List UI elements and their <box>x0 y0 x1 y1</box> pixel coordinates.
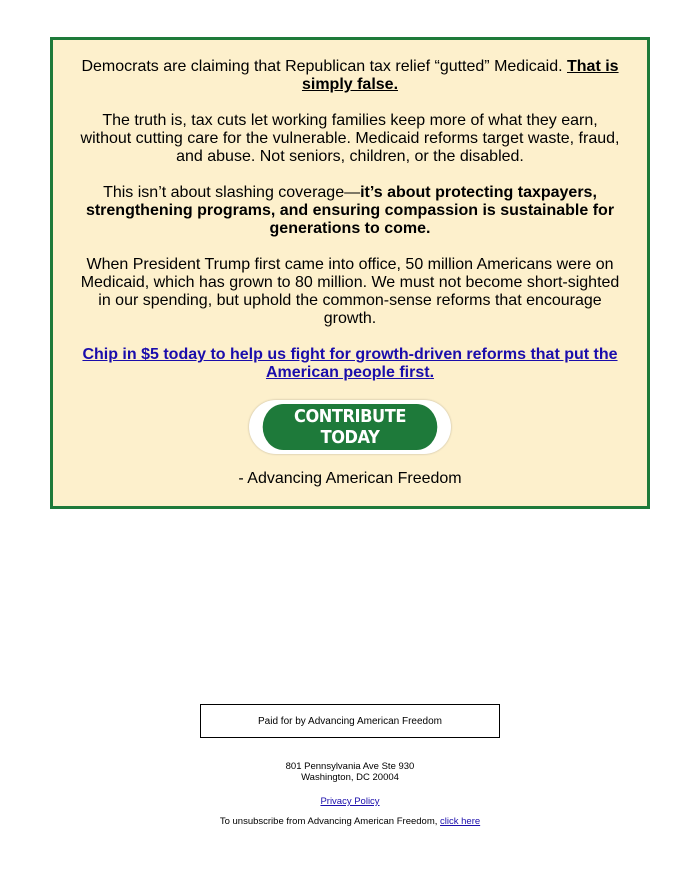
footer-privacy <box>0 796 700 807</box>
unsubscribe-text: To unsubscribe from Advancing American Freedom, <box>219 816 441 827</box>
privacy-policy-link[interactable]: Privacy Policy <box>320 796 380 807</box>
coverage-bold-text: it’s about protecting taxpayers, strengthening programs, and ensuring compassion is sustainable for generations to come. <box>85 184 615 237</box>
intro-emphasis: That is simply false. <box>301 58 619 93</box>
intro-paragraph <box>77 58 623 94</box>
email-body <box>53 40 647 488</box>
unsubscribe-link[interactable]: click here <box>440 816 481 827</box>
chip-in-link[interactable]: Chip in $5 today to help us fight for growth-driven reforms that put the American people first. <box>82 346 618 381</box>
footer-unsubscribe <box>0 816 700 827</box>
contribute-button-wrapper <box>249 400 451 454</box>
address-line-2: Washington, DC 20004 <box>301 772 399 783</box>
footer-address <box>0 761 700 783</box>
coverage-text: This isn’t about slashing coverage— <box>103 184 361 201</box>
truth-paragraph: The truth is, tax cuts let working families keep more of what they earn, without cutting care for the vulnerable. Medicaid reforms target waste, fraud, and abuse. Not seniors, children, or the disabled. <box>80 112 620 165</box>
coverage-paragraph <box>77 184 623 238</box>
paid-for-disclaimer: Paid for by Advancing American Freedom <box>200 704 500 738</box>
address-line-1: 801 Pennsylvania Ave Ste 930 <box>285 761 415 772</box>
contribute-today-button[interactable]: CONTRIBUTE TODAY <box>263 404 438 450</box>
cta-paragraph <box>77 346 623 382</box>
intro-text: Democrats are claiming that Republican tax relief “gutted” Medicaid. <box>81 58 567 75</box>
email-content-box <box>50 37 650 509</box>
trump-paragraph: When President Trump first came into office, 50 million Americans were on Medicaid, which has grown to 80 million. We must not become short-sighted in our spending, but uphold the common-sense reforms that encourage growth. <box>80 256 620 327</box>
signature: - Advancing American Freedom <box>238 470 462 487</box>
